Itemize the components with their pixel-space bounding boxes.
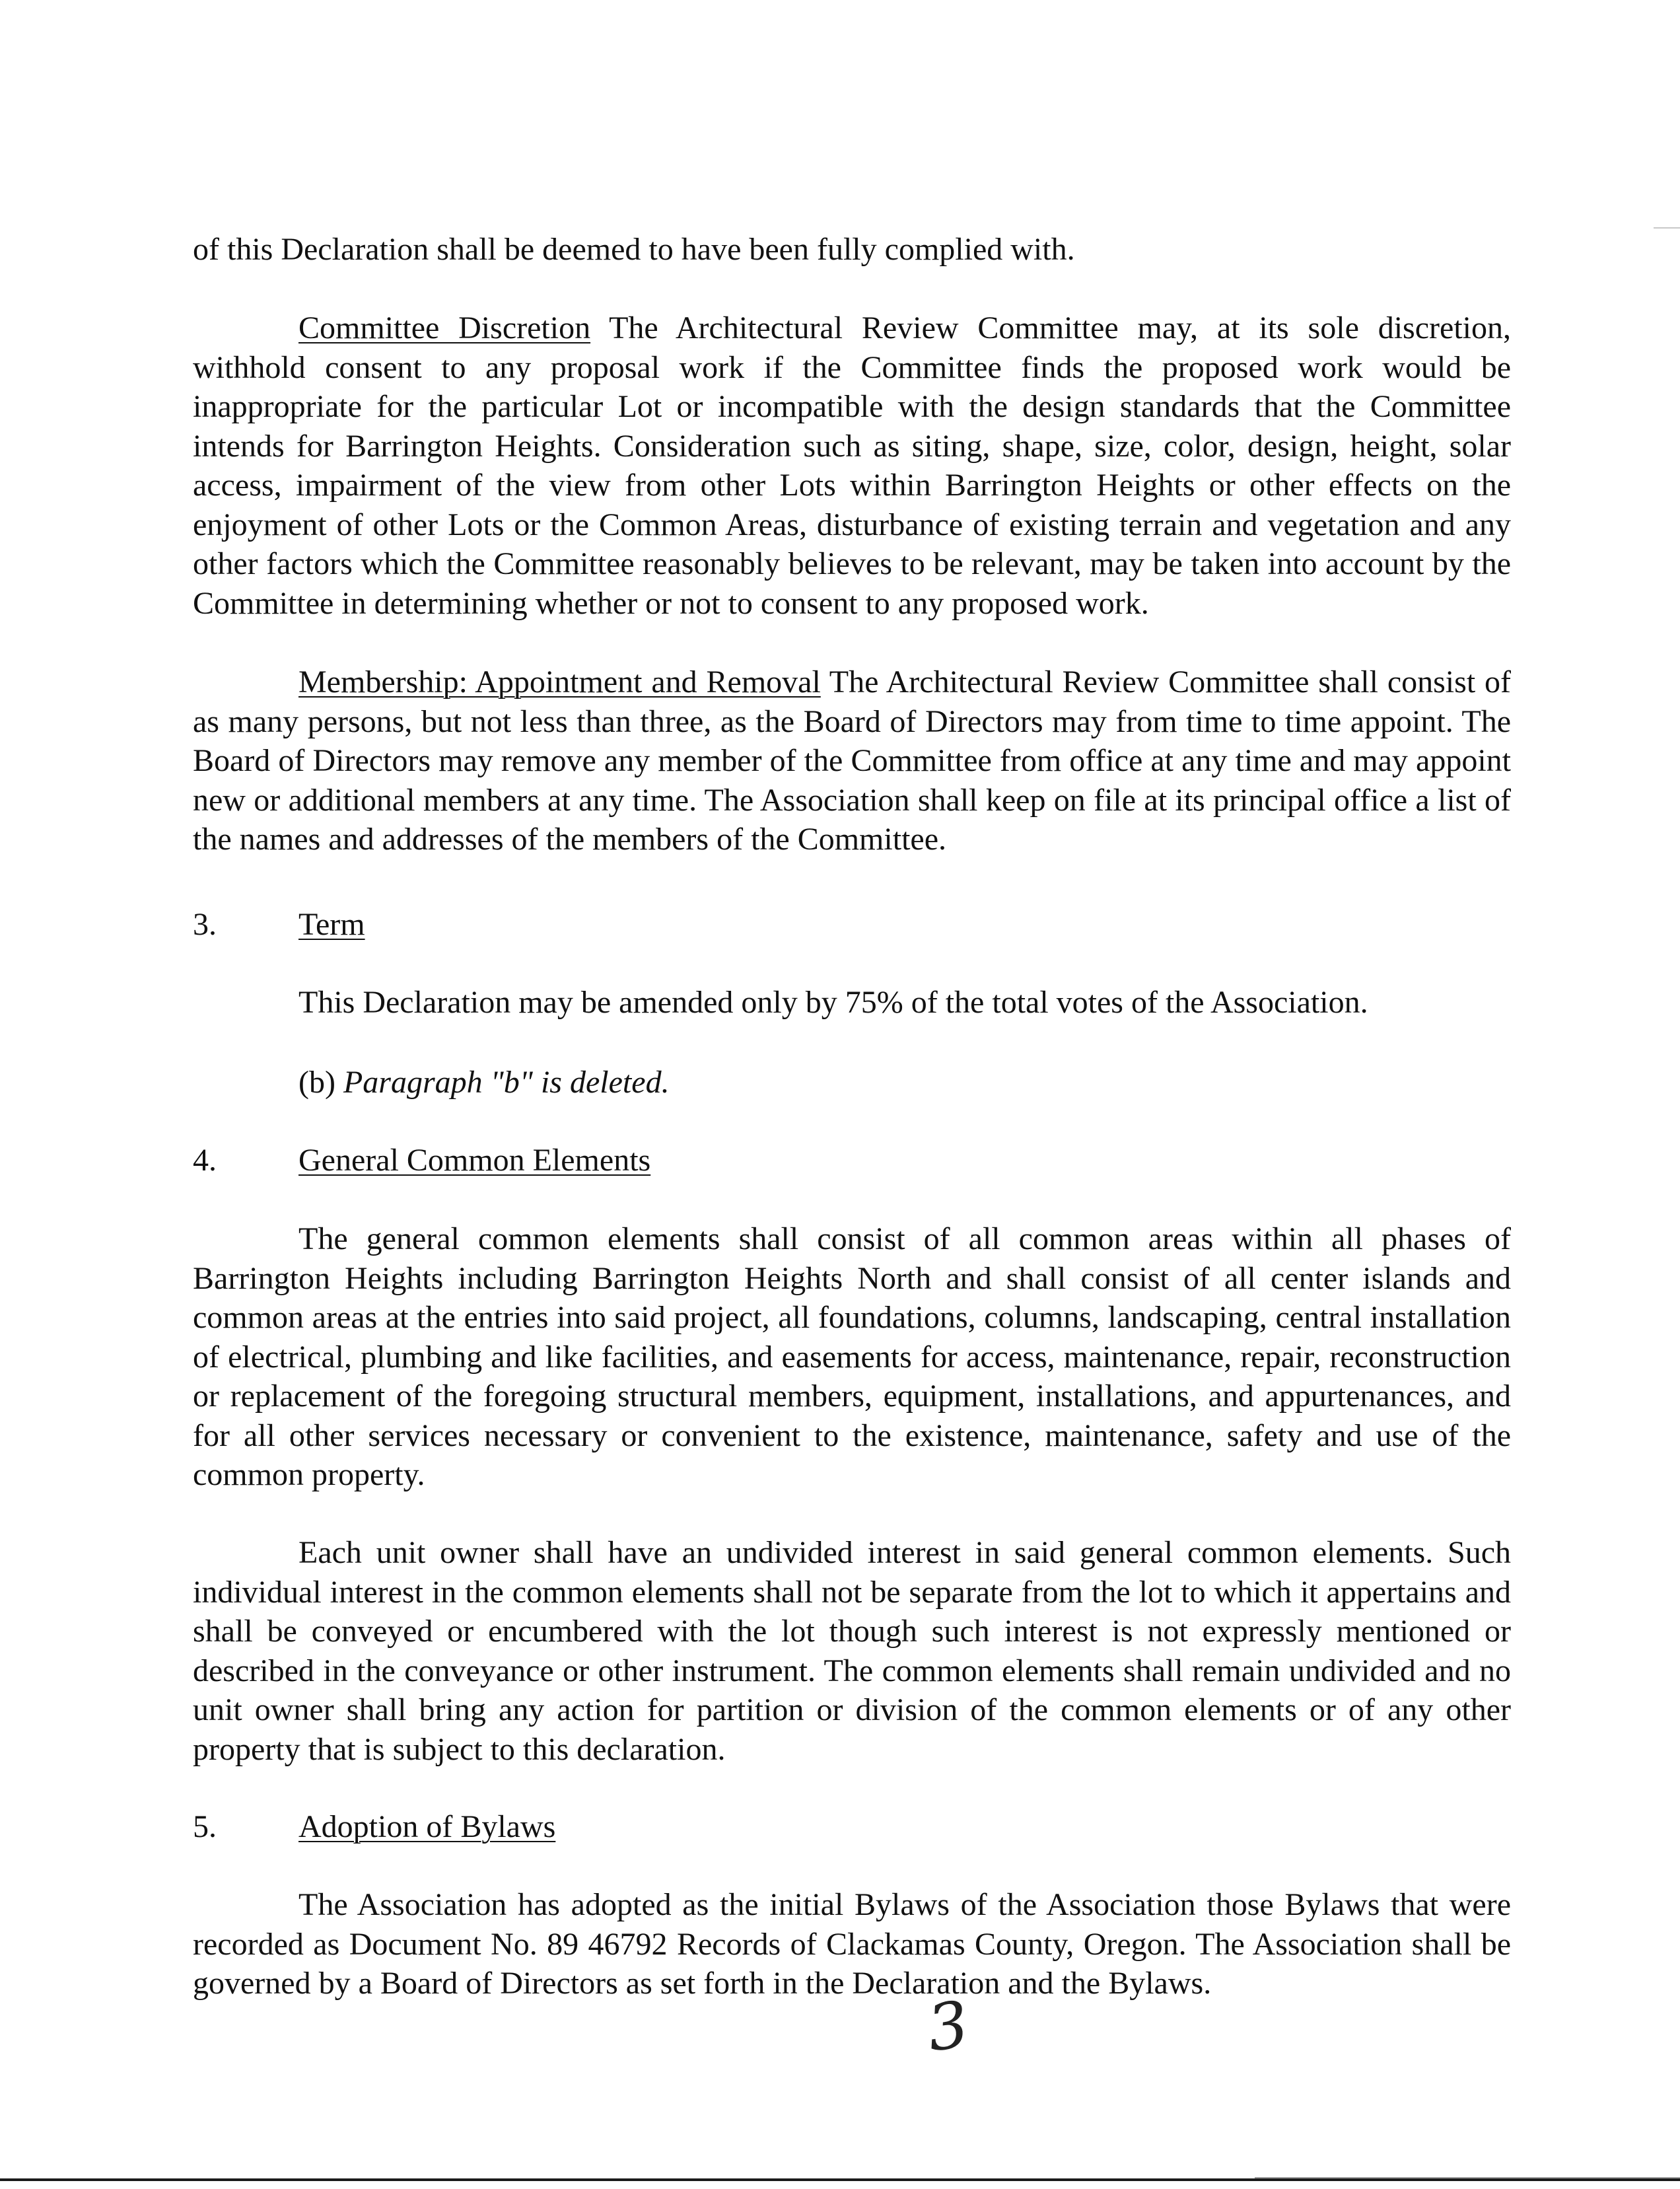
committee-discretion-heading: Committee Discretion — [298, 310, 591, 345]
section-3-heading — [193, 905, 365, 945]
section-5-title: Adoption of Bylaws — [298, 1809, 556, 1844]
membership-heading: Membership: Appointment and Removal — [298, 664, 821, 700]
section-5-paragraph-1: The Association has adopted as the initial Bylaws of the Association those Bylaws that were recorded as Document No. 89 46792 Records of Clackamas County, Oregon. The Association shall be governed by a Board of Directors as set forth in the Declaration and the Bylaws. — [193, 1887, 1511, 2001]
bottom-rule — [0, 2178, 1680, 2181]
section-4-title: General Common Elements — [298, 1143, 651, 1178]
membership-paragraph — [193, 663, 1511, 859]
committee-discretion-paragraph — [193, 308, 1511, 623]
margin-scan-mark — [1654, 227, 1680, 229]
section-4-paragraph-2: Each unit owner shall have an undivided interest in said general common elements. Such individual interest in the common elements shall not be separate from the lot to which it appertains and shall be conveyed or encumbered with the lot though such interest is not expressly mentioned or described in the conveyance or other instrument. The common elements shall remain undivided and no unit owner shall bring any action for partition or division of the common elements or of any other property that is subject to this declaration. — [193, 1535, 1511, 1767]
section-3-number: 3. — [193, 907, 217, 942]
section-4-number: 4. — [193, 1143, 217, 1178]
section-3-line-1: This Declaration may be amended only by 75% of the total votes of the Association. — [298, 985, 1368, 1020]
section-5-number: 5. — [193, 1809, 217, 1844]
section-3-line-2-italic: Paragraph "b" is deleted. — [343, 1065, 670, 1100]
section-3-line-2-prefix: (b) — [298, 1065, 343, 1100]
membership-text: The Architectural Review Committee shall consist of as many persons, but not less than three, as the Board of Directors may from time to time appoint. The Board of Directors may remove any member of the Committee from office at any time and may appoint new or additional members at any time. The Association shall keep on file at its principal office a list of the names and addresses of the members of the Committee. — [193, 664, 1511, 857]
section-4-heading — [193, 1141, 650, 1180]
committee-discretion-text: The Architectural Review Committee may, at its sole discretion, withhold consent to any proposal work if the Committee finds the proposed work would be inappropriate for the particular Lot or incompatible with the design standards that the Committee intends for Barrington Heights. Consideration such as siting, shape, size, color, design, height, solar access, impairment of the view from other Lots within Barrington Heights or other effects on the enjoyment of other Lots or the Common Areas, disturbance of existing terrain and vegetation and any other factors which the Committee reasonably believes to be relevant, may be taken into account by the Committee in determining whether or not to consent to any proposed work. — [193, 310, 1511, 621]
section-3-line-2 — [298, 1063, 670, 1102]
page-number: 3 — [923, 1987, 973, 2066]
opening-line: of this Declaration shall be deemed to have been fully complied with. — [193, 232, 1075, 267]
section-3-title: Term — [298, 907, 365, 942]
bottom-rule-ghost — [1255, 2177, 1680, 2178]
section-5-heading — [193, 1807, 555, 1847]
section-4-paragraph-1: The general common elements shall consist of all common areas within all phases of Barrington Heights including Barrington Heights North and shall consist of all center islands and common areas at the entries into said project, all foundations, columns, landscaping, central installation of electrical, plumbing and like facilities, and easements for access, maintenance, repair, reconstruction or replacement of the foregoing structural members, equipment, installations, and appurtenances, and for all other services necessary or convenient to the existence, maintenance, safety and use of the common property. — [193, 1221, 1511, 1492]
